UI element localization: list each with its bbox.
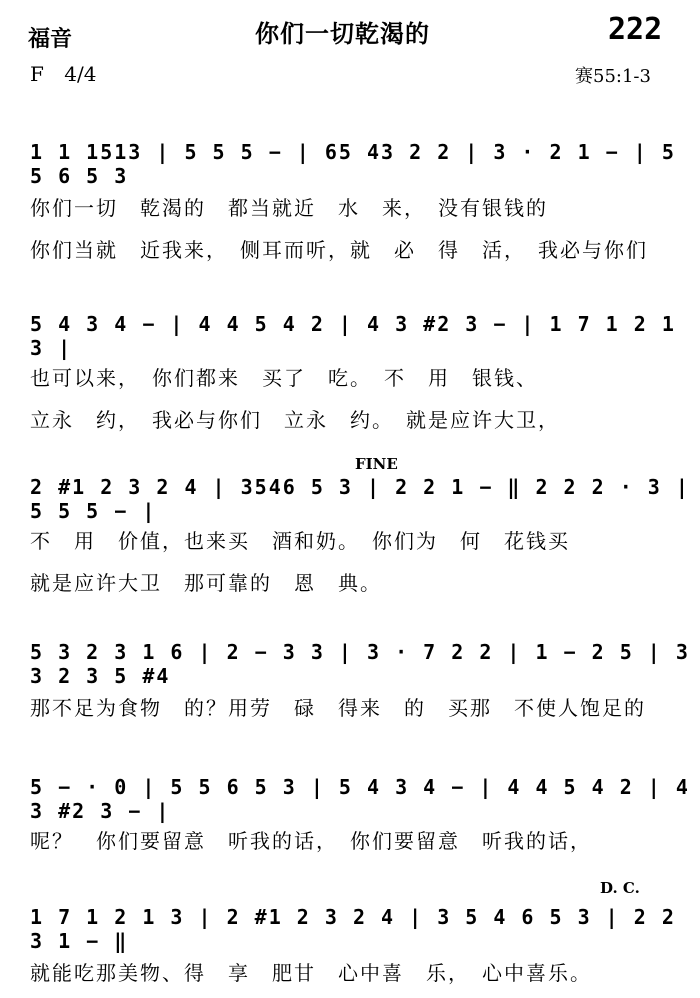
lyrics-verse-2: 你们当就 近我来， 侧耳而听，就 必 得 活， 我必与你们 [30, 238, 648, 262]
scripture-reference: 赛55:1-3 [575, 66, 651, 87]
lyrics-verse-1: 你们一切 乾渴的 都当就近 水 来， 没有银钱的 [30, 196, 548, 220]
lyrics-verse-1: 就能吃那美物、得 享 肥甘 心中喜 乐， 心中喜乐。 [30, 961, 592, 985]
lyrics-verse-2: 就是应许大卫 那可靠的 恩 典。 [30, 571, 382, 595]
lyrics-verse-2: 立永 约， 我必与你们 立永 约。 就是应许大卫， [30, 408, 560, 432]
notation-line: 5 4 3 4 − | 4 4 5 4 2 | 4 3 #2 3 − | 1 7 1 2 1 3 | [30, 312, 676, 360]
lyrics-verse-1: 呢？ 你们要留意 听我的话， 你们要留意 听我的话， [30, 829, 592, 853]
notation-line: 5 − · 0 | 5 5 6 5 3 | 5 4 3 4 − | 4 4 5 4 2 | 4 3 #2 3 − | [30, 775, 690, 823]
hymn-category: 福音 [28, 27, 73, 52]
lyrics-verse-1: 不 用 价值，也来买 酒和奶。 你们为 何 花钱买 [30, 529, 570, 553]
notation-line: 1 7 1 2 1 3 | 2 #1 2 3 2 4 | 3 5 4 6 5 3 | 2 2 3 1 − ‖ [30, 905, 676, 953]
lyrics-verse-1: 也可以来， 你们都来 买了 吃。 不 用 银钱、 [30, 366, 538, 390]
lyrics-verse-1: 那不足为食物 的？用劳 碌 得来 的 买那 不使人饱足的 [30, 696, 646, 720]
key-signature: F 4/4 [30, 62, 97, 86]
fine-mark: FINE [355, 455, 398, 473]
hymn-title: 你们一切乾渴的 [255, 20, 430, 48]
hymn-number: 222 [608, 12, 663, 47]
notation-line: 2 #1 2 3 2 4 | 3546 5 3 | 2 2 1 − ‖ 2 2 2 · 3 | 5 5 5 − | [30, 475, 690, 523]
notation-line: 1 1 1513 | 5 5 5 − | 65 43 2 2 | 3 · 2 1 − | 5 5 6 5 3 [30, 140, 676, 188]
dc-mark: D. C. [600, 879, 640, 897]
notation-line: 5 3 2 3 1 6 | 2 − 3 3 | 3 · 7 2 2 | 1 − 2 5 | 3 3 2 3 5 #4 [30, 640, 690, 688]
